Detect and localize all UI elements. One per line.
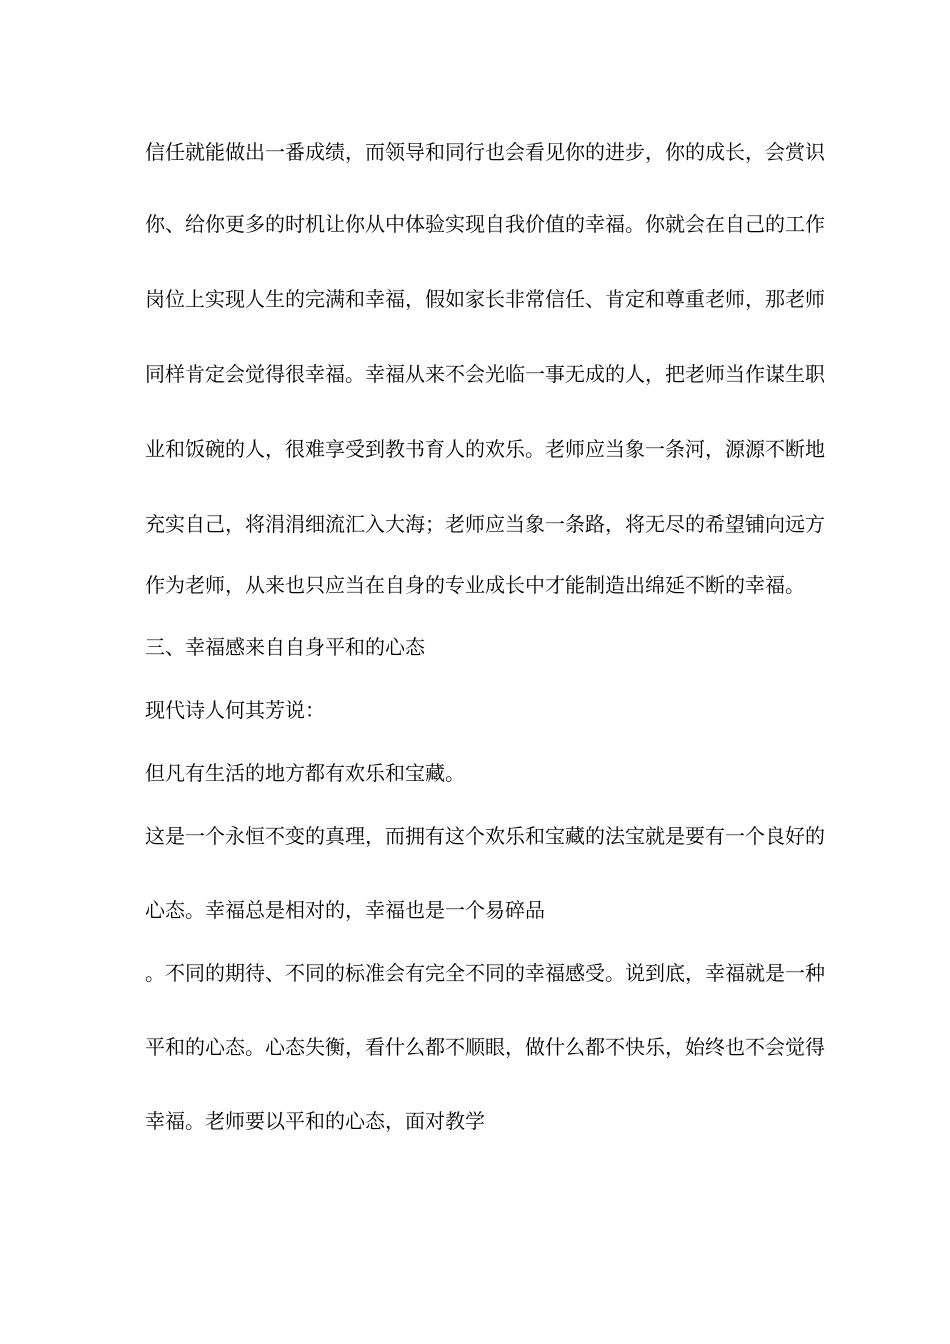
paragraph-line: 信任就能做出一番成绩，而领导和同行也会看见你的进步，你的成长，会赏识 (145, 140, 825, 164)
paragraph-line: 业和饭碗的人，很难享受到教书育人的欢乐。老师应当象一条河，源源不断地 (145, 437, 825, 461)
paragraph-line: 充实自己，将涓涓细流汇入大海；老师应当象一条路，将无尽的希望铺向远方 (145, 512, 825, 536)
paragraph-line: 现代诗人何其芳说： (145, 698, 325, 722)
paragraph-line: 幸福。老师要以平和的心态，面对教学 (145, 1109, 485, 1133)
section-heading: 三、幸福感来自自身平和的心态 (145, 635, 425, 659)
paragraph-line: 同样肯定会觉得很幸福。幸福从来不会光临一事无成的人，把老师当作谋生职 (145, 362, 825, 386)
paragraph-line: 作为老师，从来也只应当在自身的专业成长中才能制造出绵延不断的幸福。 (145, 573, 805, 597)
paragraph-line: 。不同的期待、不同的标准会有完全不同的幸福感受。说到底，幸福就是一种 (145, 961, 825, 985)
paragraph-line: 这是一个永恒不变的真理，而拥有这个欢乐和宝藏的法宝就是要有一个良好的 (145, 824, 825, 848)
paragraph-line: 心态。幸福总是相对的，幸福也是一个易碎品 (145, 898, 545, 922)
paragraph-line: 岗位上实现人生的完满和幸福，假如家长非常信任、肯定和尊重老师，那老师 (145, 287, 825, 311)
paragraph-line: 你、给你更多的时机让你从中体验实现自我价值的幸福。你就会在自己的工作 (145, 212, 825, 236)
paragraph-line: 平和的心态。心态失衡，看什么都不顺眼，做什么都不快乐，始终也不会觉得 (145, 1035, 825, 1059)
quote-line: 但凡有生活的地方都有欢乐和宝藏。 (145, 761, 465, 785)
